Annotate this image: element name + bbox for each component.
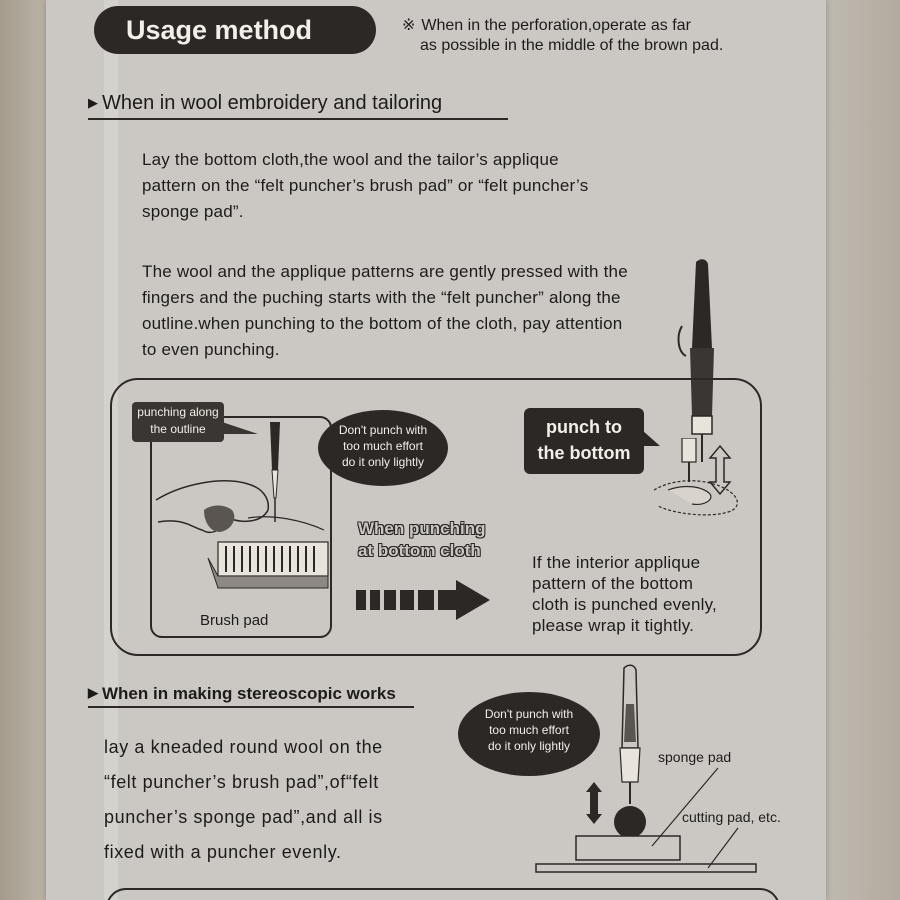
section2-paragraph	[104, 730, 383, 870]
section1-paragraph-1	[142, 147, 588, 225]
text-line: please wrap it tightly.	[532, 616, 695, 635]
text-line: Lay the bottom cloth,the wool and the tailor’s applique	[142, 150, 559, 169]
text-line: outline.when punching to the bottom of the cloth, pay attention	[142, 314, 623, 333]
punch-to-bottom-tag	[524, 408, 644, 474]
note-line-2: as possible in the middle of the brown pad.	[420, 37, 724, 54]
text-line: to even punching.	[142, 340, 280, 359]
triangle-bullet-icon: ▶	[88, 685, 98, 700]
text-line: fingers and the puching starts with the “felt puncher” along the	[142, 288, 621, 307]
text-line: cloth is punched evenly,	[532, 595, 717, 614]
puncher-bottom-illustration	[644, 438, 754, 528]
reference-mark: ※	[402, 17, 416, 34]
cutting-pad-label: cutting pad, etc.	[682, 809, 781, 825]
text-line: puncher’s sponge pad”,and all is	[104, 807, 383, 827]
text-line: fixed with a puncher evenly.	[104, 842, 342, 862]
section1-paragraph-2	[142, 259, 628, 363]
arrow-right-icon	[356, 578, 492, 622]
caption-line: at bottom cloth	[358, 541, 481, 560]
tag-line: the outline	[150, 422, 206, 436]
section2-title-text: When in making stereoscopic works	[102, 684, 396, 703]
text-line: “felt puncher’s brush pad”,of“felt	[104, 772, 379, 792]
bubble-line: too much effort	[343, 439, 423, 453]
text-line: pattern on the “felt puncher’s brush pad” or “felt puncher’s	[142, 176, 589, 195]
bubble-line: too much effort	[489, 723, 569, 737]
instruction-card	[46, 0, 826, 900]
text-line: sponge pad”.	[142, 202, 244, 221]
section1-title-text: When in wool embroidery and tailoring	[102, 92, 443, 114]
stereoscopic-illustration	[532, 664, 792, 880]
when-punching-caption	[358, 518, 485, 562]
bubble-line: Don't punch with	[338, 423, 428, 437]
bubble-line: do it only lightly	[341, 455, 425, 469]
brush-pad-label: Brush pad	[200, 612, 269, 629]
text-line: If the interior applique	[532, 553, 701, 572]
interior-pattern-text	[532, 552, 717, 636]
punch-line: punch to	[546, 417, 622, 437]
note-line-1: When in the perforation,operate as far	[421, 17, 691, 34]
next-panel-edge	[106, 888, 780, 900]
bubble-line: Don't punch with	[484, 707, 574, 721]
section1-title	[88, 90, 442, 116]
header-title: Usage method	[94, 6, 376, 54]
section2-title	[88, 680, 396, 707]
bubble-line: do it only lightly	[487, 739, 571, 753]
caption-line: When punching	[358, 519, 486, 538]
section1-underline	[88, 118, 508, 120]
text-line: The wool and the applique patterns are gently pressed with the	[142, 262, 628, 281]
text-line: lay a kneaded round wool on the	[104, 737, 383, 757]
sponge-pad-label: sponge pad	[658, 749, 732, 765]
text-line: pattern of the bottom	[532, 574, 694, 593]
perforation-note	[402, 16, 822, 56]
tag-line: punching along	[137, 405, 219, 419]
section2-underline	[88, 706, 414, 708]
light-punch-bubble	[318, 410, 448, 486]
punch-line: the bottom	[537, 443, 631, 463]
triangle-bullet-icon: ▶	[88, 95, 98, 110]
hand-punching-illustration	[152, 418, 330, 636]
